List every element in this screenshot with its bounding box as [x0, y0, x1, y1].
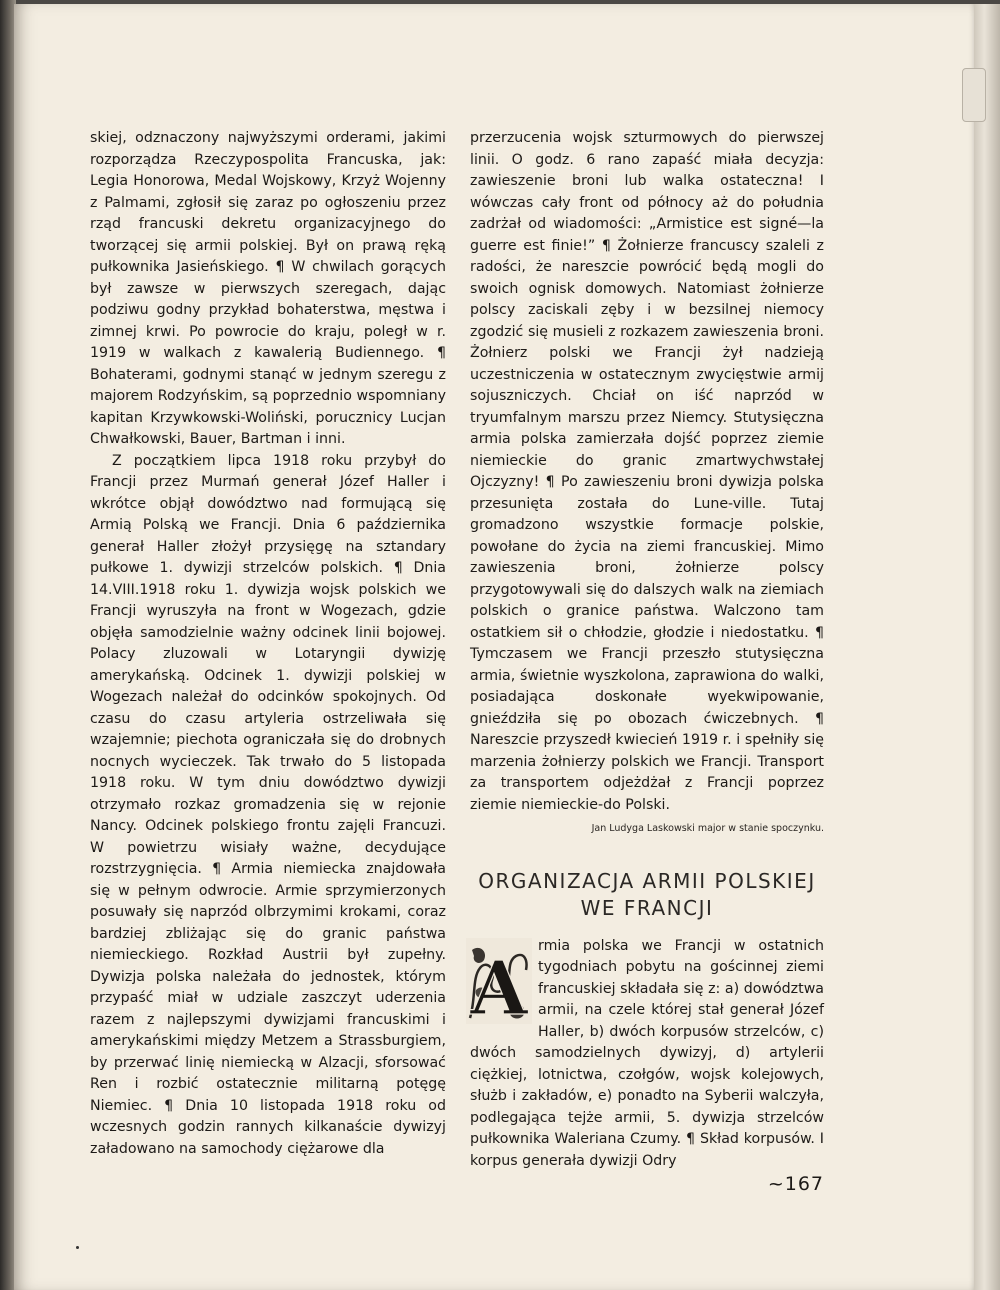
- left-column: [90, 128, 446, 1160]
- svg-text:A: A: [470, 945, 528, 1024]
- section-paragraph: rmia polska we Francji w ostatnich tygodniach pobytu na gościnnej ziemi francuskiej składała się z: a) dowództwa armii, na czele której stał generał Józef Haller, b) dwóch korpusów strzelców, c) dwóch samodzielnych dywizyj, d) artylerii ciężkiej, lotnictwa, czołgów, wojsk kolejowych, służb i zakładów, e) ponadto na Syberii walczyła, podlegająca tejże armii, 5. dywizja strzelców pułkownika Waleriana Czumy. ¶ Skład korpusów. I korpus generała dywizji Odry: [470, 937, 824, 1169]
- section-title-line-2: WE FRANCJI: [580, 895, 714, 920]
- decorative-initial-icon: [466, 938, 532, 1024]
- page-number: ~167: [767, 1173, 824, 1195]
- left-paragraph-2: Z początkiem lipca 1918 roku przybył do Francji przez Murmań generał Józef Haller i wkrótce objął dowództwo nad formującą się Armią Polską we Francji. Dnia 6 października generał Haller złożył przysięgę na sztandary pułkowe 1. dywizji strzelców polskich. ¶ Dnia 14.VIII.1918 roku 1. dywizja wojsk polskich we Francji wyruszyła na front w Wogezach, gdzie objęła samodzielnie ważny odcinek linii bojowej. Polacy zluzowali w Lotaryngii dywizję amerykańską. Odcinek 1. dywizji polskiej w Wogezach należał do odcinków spokojnych. Od czasu do czasu artyleria ostrzeliwała się wzajemnie; piechota ograniczała się do drobnych nocnych wycieczek. Tak trwało do 5 listopada 1918 roku. W tym dniu dowództwo dywizji otrzymało rozkaz gromadzenia się w rejonie Nancy. Odcinek polskiego frontu zajęli Francuzi. W powietrzu wisiały ważne, decydujące rozstrzygnięcia. ¶ Armia niemiecka znajdowała się w pełnym odwrocie. Armie sprzymierzonych posuwały się naprzód olbrzymimi krokami, coraz bardziej zbliżając się do granic państwa niemieckiego. Rozkład Austrii był zupełny. Dywizja polska należała do jednostek, którym przypaść miał w udziale zaszczyt uderzenia razem z najlepszymi dywizjami francuskimi i amerykańskimi między Metzem a Strassburgiem, by przerwać linię niemiecką w Alzacji, sforsować Ren i rozbić ostatecznie militarną potęgę Niemiec. ¶ Dnia 10 listopada 1918 roku od wczesnych godzin rannych kilkanaście dywizyj załadowano na samochody ciężarowe dla: [90, 452, 446, 1157]
- left-paragraph-1: skiej, odznaczony najwyższymi orderami, jakimi rozporządza Rzeczypospolita Francuska, jak: Legia Honorowa, Medal Wojskowy, Krzyż Wojenny z Palmami, zgłosił się zaraz po ogłoszeniu przez rząd francuski dekretu organizacyjnego do tworzącej się armii polskiej. Był on prawą ręką pułkownika Jasieńskiego. ¶ W chwilach gorących był zawsze w pierwszych szeregach, dając podziwu godny przykład bohaterstwa, męstwa i zimnej krwi. Po powrocie do kraju, poległ w r. 1919 w walkach z kawalerią Budiennego. ¶ Bohaterami, godnymi stanąć w jednym szeregu z majorem Rodzyńskim, są poprzednio wspomniany kapitan Krzywkowski-Woliński, porucznicy Lucjan Chwałkowski, Bauer, Bartman i inni.: [90, 130, 446, 447]
- section-title-line-1: ORGANIZACJA ARMII POLSKIEJ: [478, 868, 816, 893]
- right-column: [470, 128, 824, 1196]
- ink-dot: [76, 1246, 79, 1249]
- page-tab-marker: [962, 68, 986, 122]
- section-title: [470, 868, 824, 922]
- page-edge: [974, 4, 1000, 1290]
- author-signature: Jan Ludyga Laskowski major w stanie spoczynku.: [591, 823, 824, 834]
- section-body: [470, 936, 824, 1173]
- right-paragraph-1: przerzucenia wojsk szturmowych do pierwszej linii. O godz. 6 rano zapaść miała decyzja: zawieszenie broni lub walka ostateczna! I wówczas cały front od północy aż do południa zadrżał od wiadomości: „Armistice est signé—la guerre est finie!” ¶ Żołnierze francuscy szaleli z radości, że nareszcie powrócić będą mogli do swoich ognisk domowych. Natomiast żołnierze polscy zaciskali zęby i w bezsilnej niemocy zgodzić się musieli z rozkazem zawieszenia broni. Żołnierz polski we Francji żył nadzieją uczestniczenia w ostatecznym zwycięstwie armij sojuszniczych. Chciał on iść naprzód w tryumfalnym marszu przez Niemcy. Stutysięczna armia polska zamierzała dojść poprzez ziemie niemieckie do granic zmartwychwstałej Ojczyzny! ¶ Po zawieszeniu broni dywizja polska przesunięta została do Lune-ville. Tutaj gromadzono wszystkie formacje polskie, powołane do życia na ziemi francuskiej. Mimo zawieszenia broni, żołnierze polscy przygotowywali się do dalszych walk na ziemiach polskich o granice państwa. Walczono tam ostatkiem sił o chłodzie, głodzie i niedostatku. ¶ Tymczasem we Francji przeszło stutysięczna armia, świetnie wyszkolona, zaprawiona do walki, posiadająca doskonałe wyekwipowanie, gnieździła się po obozach ćwiczebnych. ¶ Nareszcie przyszedł kwiecień 1919 r. i spełniły się marzenia żołnierzy polskich we Francji. Transport za transportem odjeżdżał z Francji poprzez ziemie niemieckie-do Polski.: [470, 130, 824, 813]
